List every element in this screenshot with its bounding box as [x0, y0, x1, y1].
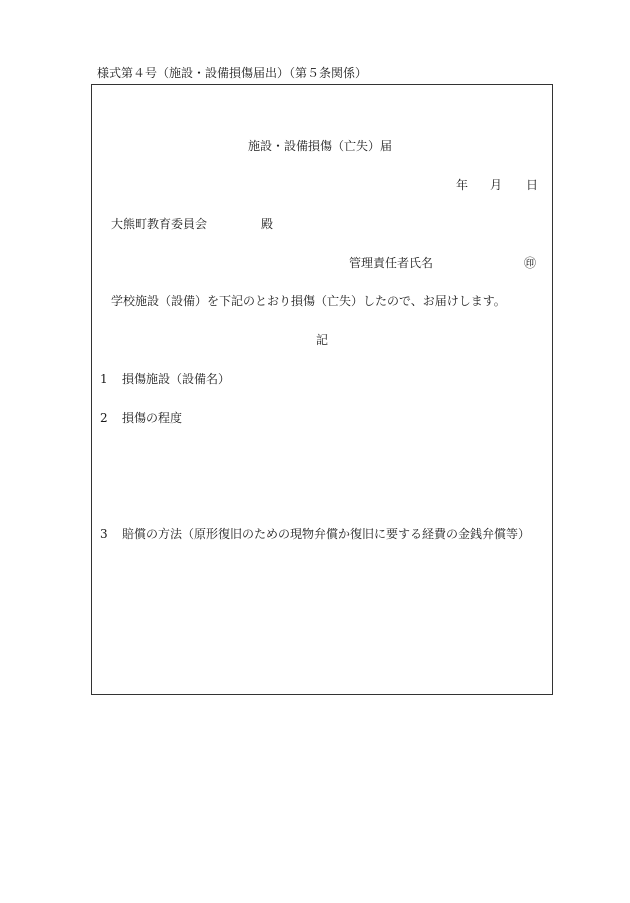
form-frame — [91, 84, 553, 695]
item-label-compensation-method: 賠償の方法（原形復旧のための現物弁償か復旧に要する経費の金銭弁償等） — [122, 527, 531, 541]
date-year-label: 年 — [456, 178, 469, 192]
date-day-label: 日 — [526, 178, 539, 192]
submitter-label: 管理責任者氏名 — [349, 256, 434, 270]
document-title: 施設・設備損傷（亡失）届 — [248, 139, 393, 153]
seal-mark: ㊞ — [524, 256, 537, 270]
date-month-label: 月 — [490, 178, 503, 192]
item-label-damaged-facility: 損傷施設（設備名） — [122, 372, 231, 386]
ki-label: 記 — [316, 333, 329, 347]
form-number-header: 様式第４号（施設・設備損傷届出）（第５条関係） — [97, 66, 368, 80]
item-number: 1 — [100, 372, 108, 386]
addressee-honorific: 殿 — [261, 217, 274, 231]
item-number: 3 — [100, 527, 108, 541]
statement-text: 学校施設（設備）を下記のとおり損傷（亡失）したので、お届けします。 — [111, 294, 506, 308]
item-number: 2 — [100, 411, 108, 425]
item-label-damage-extent: 損傷の程度 — [122, 411, 183, 425]
addressee-name: 大熊町教育委員会 — [111, 217, 208, 231]
